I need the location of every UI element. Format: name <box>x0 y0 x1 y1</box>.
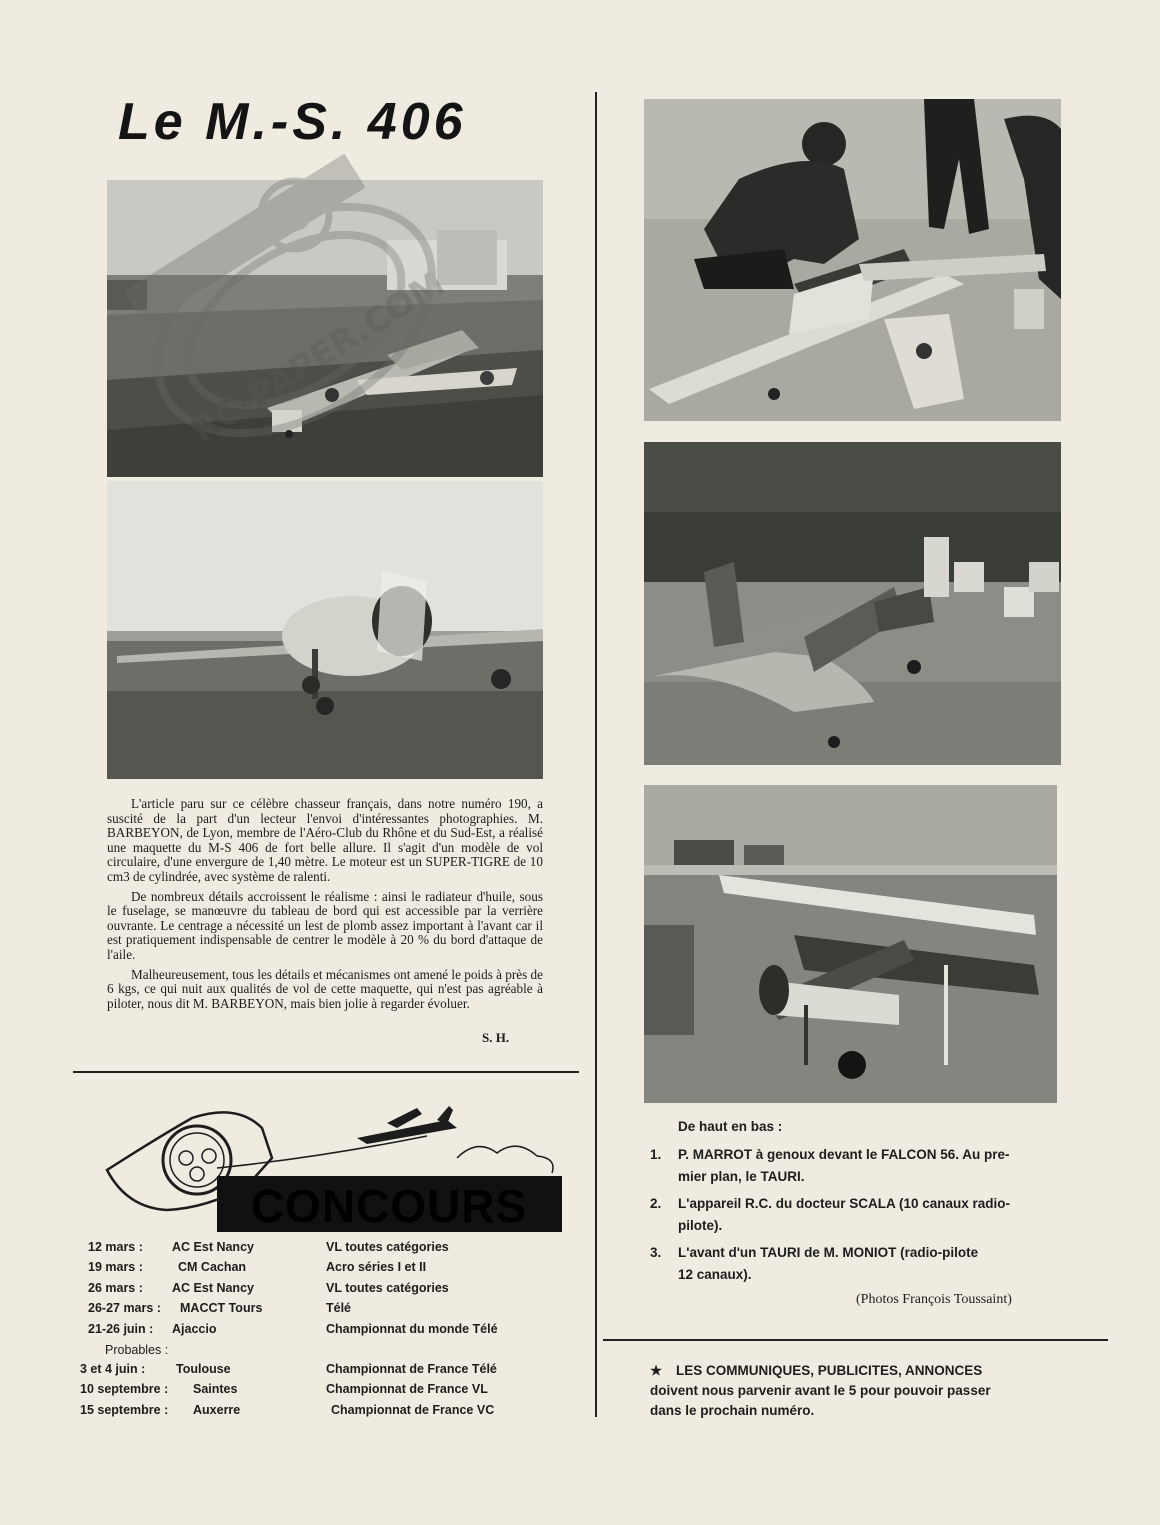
watermark-stamp <box>85 135 505 505</box>
schedule-place-2: CM Cachan <box>178 1260 247 1274</box>
schedule-category-2: Acro séries I et II <box>326 1260 427 1274</box>
photo-scala-rc <box>644 442 1061 765</box>
probable-category-1: Championnat de France Télé <box>326 1362 497 1376</box>
probable-category-3: Championnat de France VC <box>331 1403 495 1417</box>
schedule-category-3: VL toutes catégories <box>326 1281 449 1295</box>
probable-date-3: 15 septembre : <box>80 1403 169 1417</box>
section-divider-right <box>603 1339 1108 1341</box>
schedule-date-3: 26 mars : <box>88 1281 143 1295</box>
caption-text-2a: L'appareil R.C. du docteur SCALA (10 canaux radio- <box>678 1196 1011 1211</box>
article-paragraph-2: De nombreux détails accroissent le réalisme : ainsi le radiateur d'huile, sous le fuselage, se manœuvre du tableau de bord qui est accessible par la verrière ouvrante. Le centrage a nécessité un lest de plomb assez important à l'avant car il est pratiquement indispensable de centrer le modèle à 20 % du bord d'attaque de l'aile. <box>107 888 543 962</box>
photo-falcon-tauri <box>644 99 1061 421</box>
page-title: Le M.-S. 406 <box>118 93 467 151</box>
photo-tauri-moniot <box>644 785 1057 1103</box>
article-paragraph-3: Malheureusement, tous les détails et mécanismes ont amené le poids à près de 6 kgs, ce qui nuit aux qualités de vol de cette maquette, qui n'est pas agréable à piloter, nous dit M. BARBEYON, mais bien jolie à regarder évoluer. <box>107 966 543 1011</box>
schedule-date-5: 21-26 juin : <box>88 1322 154 1336</box>
concours-heading: CONCOURS <box>250 1180 528 1232</box>
caption-intro: De haut en bas : <box>678 1119 783 1134</box>
probable-date-2: 10 septembre : <box>80 1382 169 1396</box>
article-paragraph-1: L'article paru sur ce célèbre chasseur français, dans notre numéro 190, a suscité de la part d'un lecteur l'envoi d'intéressantes photographies. M. BARBEYON, de Lyon, membre de l'Aéro-Club du Rhône et du Sud-Est, a réalisé une maquette du M-S 406 de fort belle allure. Il s'agit d'un modèle de vol circulaire, d'une envergure de 1,40 mètre. Le moteur est un SUPER-TIGRE de 10 cm3 de cylindrée, avec système de ralenti. <box>107 796 543 884</box>
schedule-date-2: 19 mars : <box>88 1260 143 1274</box>
article-body <box>107 797 543 1016</box>
caption-text-3a: L'avant d'un TAURI de M. MONIOT (radio-pilote <box>678 1245 979 1260</box>
caption-text-1b: mier plan, le TAURI. <box>678 1169 805 1184</box>
photo-ms406-front <box>107 481 543 779</box>
notice-line-1: LES COMMUNIQUES, PUBLICITES, ANNONCES <box>676 1363 983 1378</box>
schedule-place-3: AC Est Nancy <box>172 1281 254 1295</box>
article-signature: S. H. <box>482 1030 510 1045</box>
schedule-date-1: 12 mars : <box>88 1240 143 1254</box>
probable-category-2: Championnat de France VL <box>326 1382 488 1396</box>
probable-place-2: Saintes <box>193 1382 238 1396</box>
column-divider <box>595 92 597 1417</box>
notice-star-icon: ★ <box>650 1363 663 1378</box>
probable-date-1: 3 et 4 juin : <box>80 1362 146 1376</box>
caption-text-3b: 12 canaux). <box>678 1267 752 1282</box>
probable-place-3: Auxerre <box>193 1403 241 1417</box>
probables-label: Probables : <box>105 1343 169 1357</box>
schedule-category-5: Championnat du monde Télé <box>326 1322 498 1336</box>
schedule-category-1: VL toutes catégories <box>326 1240 449 1254</box>
schedule-date-4: 26-27 mars : <box>88 1301 161 1315</box>
probable-place-1: Toulouse <box>176 1362 231 1376</box>
caption-number-1: 1. <box>650 1147 662 1162</box>
watermark-text: RC-PAPER.COM <box>184 263 452 452</box>
caption-number-2: 2. <box>650 1196 662 1211</box>
notice-line-3: dans le prochain numéro. <box>650 1403 815 1418</box>
notice-line-2: doivent nous parvenir avant le 5 pour pouvoir passer <box>650 1383 991 1398</box>
schedule-category-4: Télé <box>326 1301 352 1315</box>
photo-credit: (Photos François Toussaint) <box>856 1292 1012 1307</box>
schedule-place-4: MACCT Tours <box>180 1301 263 1315</box>
caption-text-1a: P. MARROT à genoux devant le FALCON 56. Au pre- <box>678 1147 1010 1162</box>
section-divider-left <box>73 1071 579 1073</box>
concours-illustration <box>97 1098 567 1238</box>
schedule-place-5: Ajaccio <box>172 1322 217 1336</box>
caption-text-2b: pilote). <box>678 1218 723 1233</box>
schedule-place-1: AC Est Nancy <box>172 1240 254 1254</box>
caption-number-3: 3. <box>650 1245 662 1260</box>
